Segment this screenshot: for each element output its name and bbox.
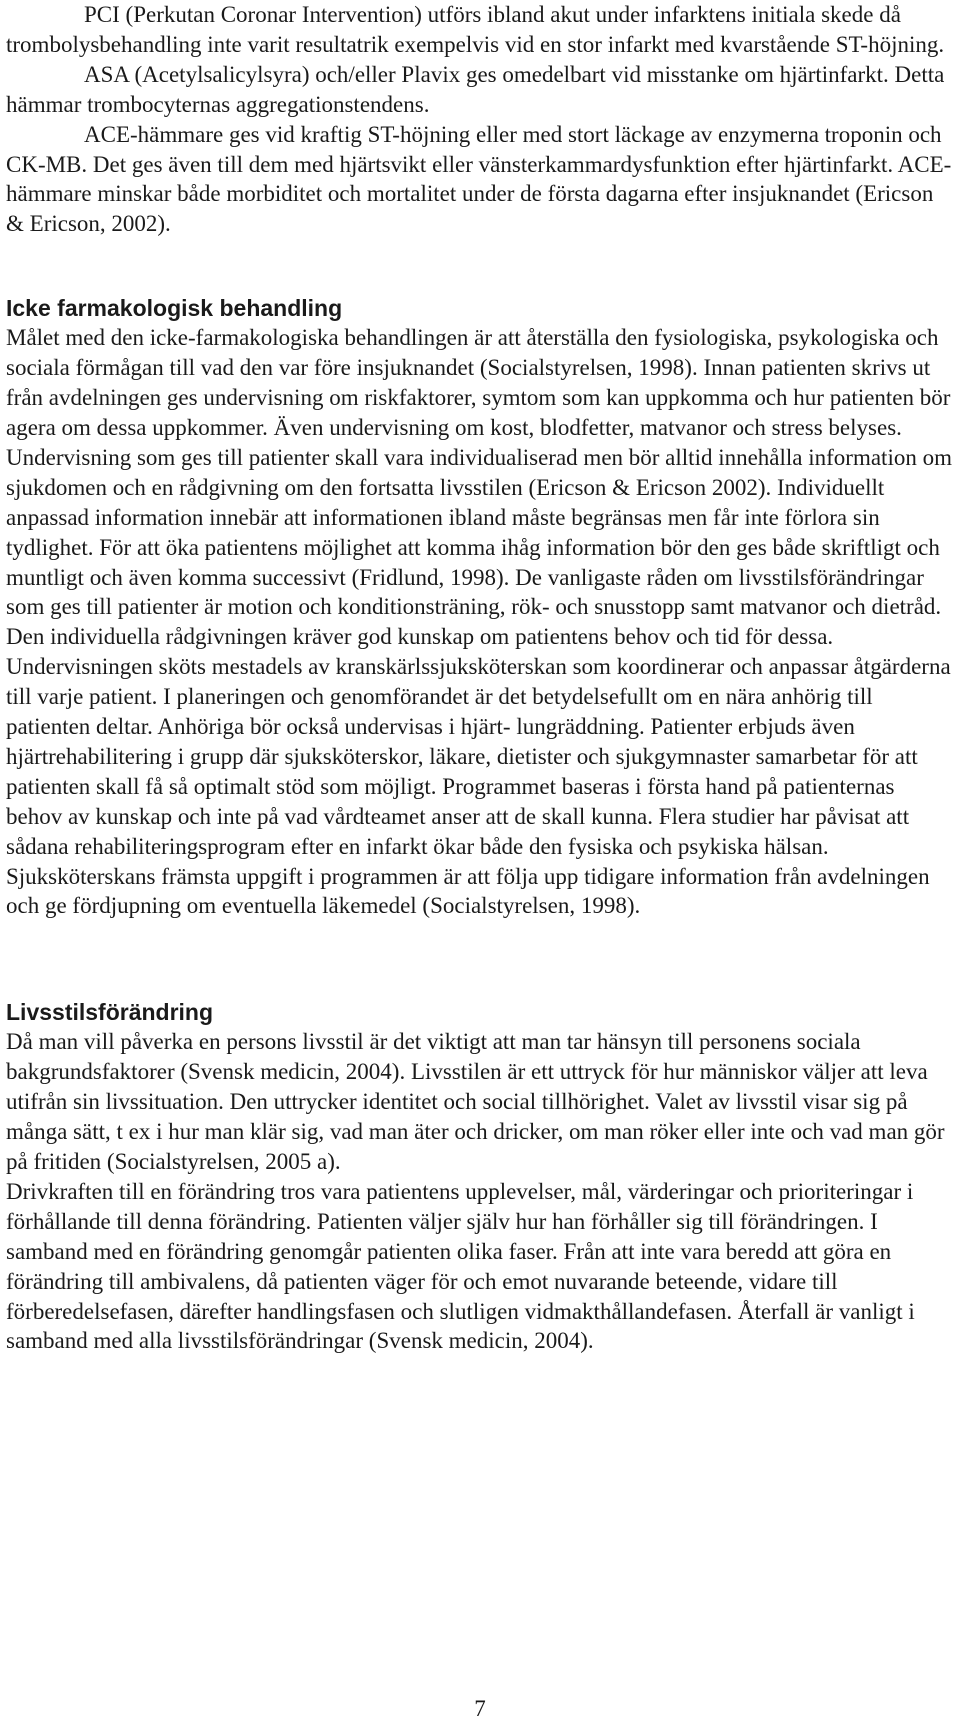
- intro-paragraph-ace: ACE-hämmare ges vid kraftig ST-höjning eller med stort läckage av enzymerna troponin och CK-MB. Det ges även till dem med hjärtsvikt eller vänsterkammardysfunktion efter hjärtinfarkt. ACE-hämmare minskar både morbiditet och mortalitet under de första dagarna efter insjuknandet (Ericson & Ericson, 2002).: [6, 121, 952, 237]
- section-body-icke-farmakologisk: Målet med den icke-farmakologiska behandlingen är att återställa den fysiologiska, psykologiska och sociala förmågan till vad den var före insjuknandet (Socialstyrelsen, 1998). Innan patienten skrivs ut från avdelningen ges undervisning om riskfaktorer, symtom som kan uppkomma och hur patienten bör agera om dessa uppkommer. Även undervisning om kost, blodfetter, matvanor och stress belyses. Undervisning som ges till patienter skall vara individualiserad men bör alltid innehålla information om sjukdomen och en rådgivning om den fortsatta livsstilen (Ericson & Ericson 2002). Individuellt anpassad information innebär att informationen ibland måste begränsas men får inte förlora sin tydlighet. För att öka patientens möjlighet att komma ihåg information bör den ges både skriftligt och muntligt och även komma successivt (Fridlund, 1998). De vanligaste råden om livsstilsförändringar som ges till patienter är motion och konditionsträning, rök- och snusstopp samt matvanor och dietråd. Den individuella rådgivningen kräver god kunskap om patientens behov och tid för dessa. Undervisningen sköts mestadels av kranskärlssjuksköterskan som koordinerar och anpassar åtgärderna till varje patient. I planeringen och genomförandet är det betydelsefullt om en nära anhörig till patienten deltar. Anhöriga bör också undervisas i hjärt- lungräddning. Patienter erbjuds även hjärtrehabilitering i grupp där sjuksköterskor, läkare, dietister och sjukgymnaster samarbetar för att patienten skall få så optimalt stöd som möjligt. Programmet baseras i första hand på patienternas behov av kunskap och inte på vad vårdteamet anser att de skall kunna. Flera studier har påvisat att sådana rehabiliteringsprogram efter en infarkt ökar både den fysiska och psykiska hälsan. Sjuksköterskans främsta uppgift i programmen är att följa upp tidigare information från avdelningen och ge fördjupning om eventuella läkemedel (Socialstyrelsen, 1998).: [6, 325, 952, 919]
- section-paragraph-livsstil-2: Drivkraften till en förändring tros vara patientens upplevelser, mål, värderingar och prioriteringar i förhållande till denna förändring. Patienten väljer själv hur han förhåller sig till förändringen. I samband med en förändring genomgår patienten olika faser. Från att inte vara beredd att göra en förändring till ambivalens, då patienten väger för och emot nuvarande beteende, vidare till förberedelsefasen, därefter handlingsfasen och slutligen vidmakthållandefasen. Återfall är vanligt i samband med alla livsstilsförändringar (Svensk medicin, 2004).: [6, 1178, 915, 1354]
- document-page: [6, 0, 956, 1356]
- section-paragraph-livsstil-1: Då man vill påverka en persons livsstil är det viktigt att man tar hänsyn till personens sociala bakgrundsfaktorer (Svensk medicin, 2004). Livsstilen är ett uttryck för hur människor väljer att leva utifrån sin livssituation. Den uttrycker identitet och social tillhörighet. Valet av livsstil visar sig på många sätt, t ex i hur man klär sig, vad man äter och dricker, om man röker eller inte och vad man gör på fritiden (Socialstyrelsen, 2005 a).: [6, 1029, 945, 1174]
- intro-paragraph-pci: PCI (Perkutan Coronar Intervention) utförs ibland akut under infarktens initiala skede då trombolysbehandling inte varit resultatrik exempelvis vid en stor infarkt med kvarstående ST-höjning.: [6, 2, 945, 57]
- page-number: 7: [474, 1696, 486, 1721]
- section-heading-livsstilsforandring: Livsstilsförändring: [6, 999, 214, 1026]
- intro-paragraph-asa: ASA (Acetylsalicylsyra) och/eller Plavix ges omedelbart vid misstanke om hjärtinfarkt. Detta hämmar trombocyternas aggregationstendens.: [6, 61, 945, 117]
- section-heading-icke-farmakologisk: Icke farmakologisk behandling: [6, 295, 343, 322]
